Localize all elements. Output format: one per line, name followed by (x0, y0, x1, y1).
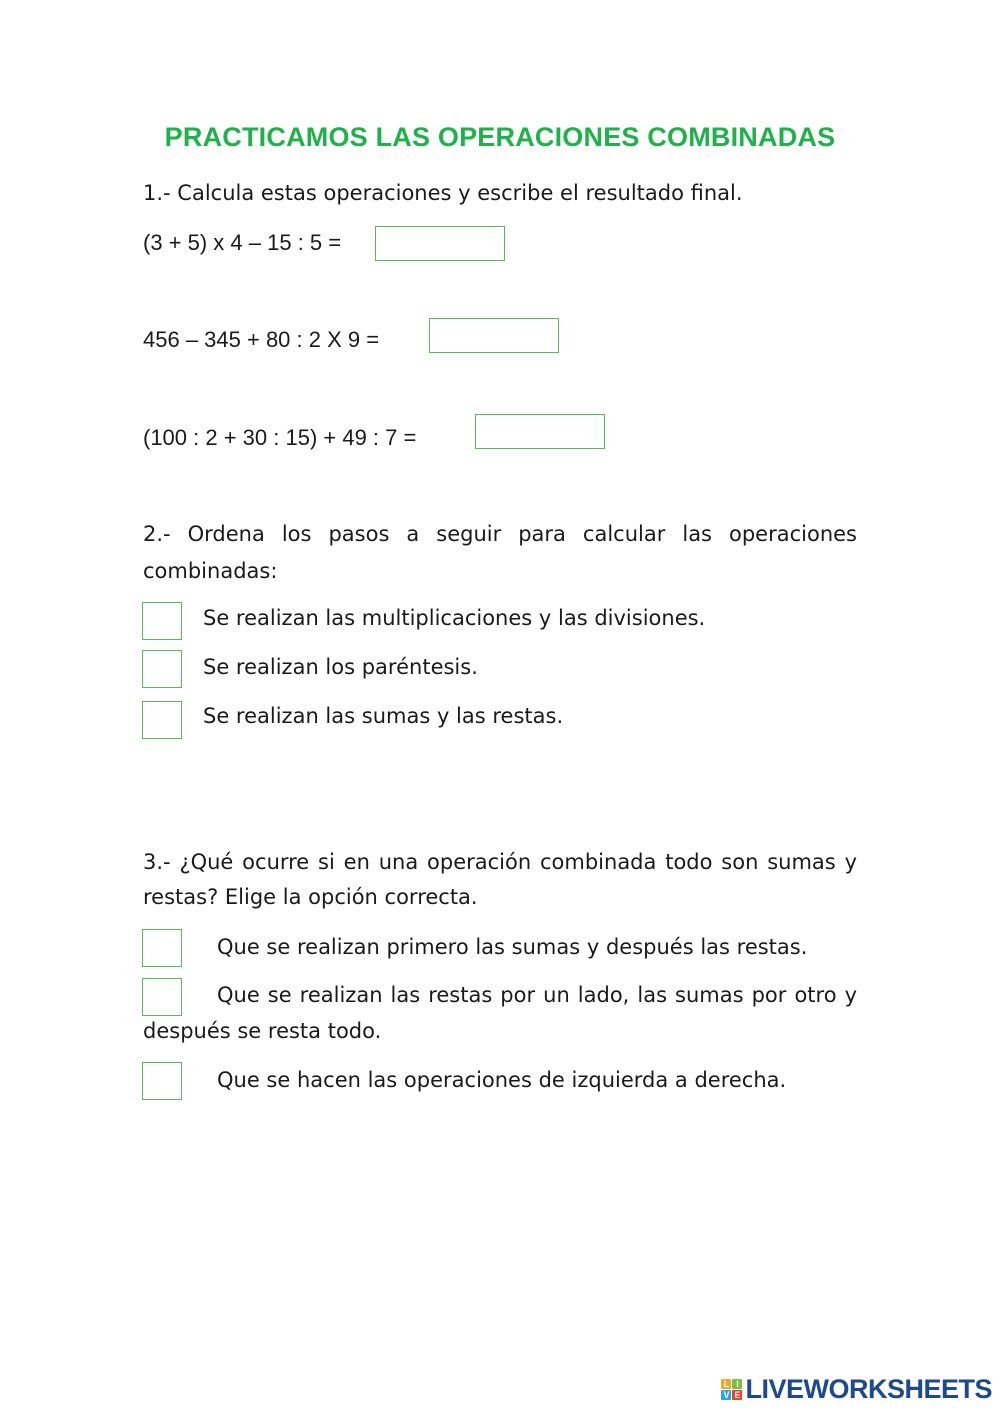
choice-box-2[interactable] (142, 978, 182, 1016)
liveworksheets-logo (721, 1374, 992, 1405)
answer-box-2[interactable] (429, 318, 559, 353)
logo-text: LIVEWORKSHEETS (745, 1374, 992, 1404)
equation-1: (3 + 5) x 4 – 15 : 5 = (143, 230, 342, 255)
section-2-heading-line-2: combinadas: (143, 559, 278, 583)
answer-box-1[interactable] (375, 226, 505, 261)
logo-letter: E (734, 1390, 741, 1400)
section-2-heading-line-1: 2.- Ordena los pasos a seguir para calcular las operaciones (143, 522, 857, 546)
logo-letter: V (723, 1390, 730, 1400)
order-box-1[interactable] (142, 602, 182, 640)
order-option-1: Se realizan las multiplicaciones y las divisiones. (203, 606, 706, 630)
section-3-heading-line-2: restas? Elige la opción correcta. (143, 885, 478, 909)
answer-box-3[interactable] (475, 414, 605, 449)
logo-mark-icon (721, 1379, 742, 1400)
logo-letter: L (721, 1379, 731, 1389)
section-1-heading: 1.- Calcula estas operaciones y escribe el resultado final. (143, 181, 743, 205)
order-box-2[interactable] (142, 650, 182, 688)
logo-letter: I (732, 1379, 742, 1389)
choice-option-2-continuation: después se resta todo. (143, 1019, 382, 1043)
equation-3: (100 : 2 + 30 : 15) + 49 : 7 = (143, 425, 417, 450)
order-box-3[interactable] (142, 701, 182, 739)
order-option-2: Se realizan los paréntesis. (203, 655, 478, 679)
equation-2: 456 – 345 + 80 : 2 X 9 = (143, 327, 380, 352)
choice-option-2: Que se realizan las restas por un lado, las sumas por otro y (217, 983, 857, 1007)
choice-box-1[interactable] (142, 929, 182, 967)
section-3-heading-line-1: 3.- ¿Qué ocurre si en una operación combinada todo son sumas y (143, 850, 857, 874)
choice-option-3: Que se hacen las operaciones de izquierda a derecha. (217, 1068, 787, 1092)
page-title: PRACTICAMOS LAS OPERACIONES COMBINADAS (164, 122, 836, 152)
order-option-3: Se realizan las sumas y las restas. (203, 704, 564, 728)
choice-option-1: Que se realizan primero las sumas y después las restas. (217, 935, 808, 959)
choice-box-3[interactable] (142, 1062, 182, 1100)
